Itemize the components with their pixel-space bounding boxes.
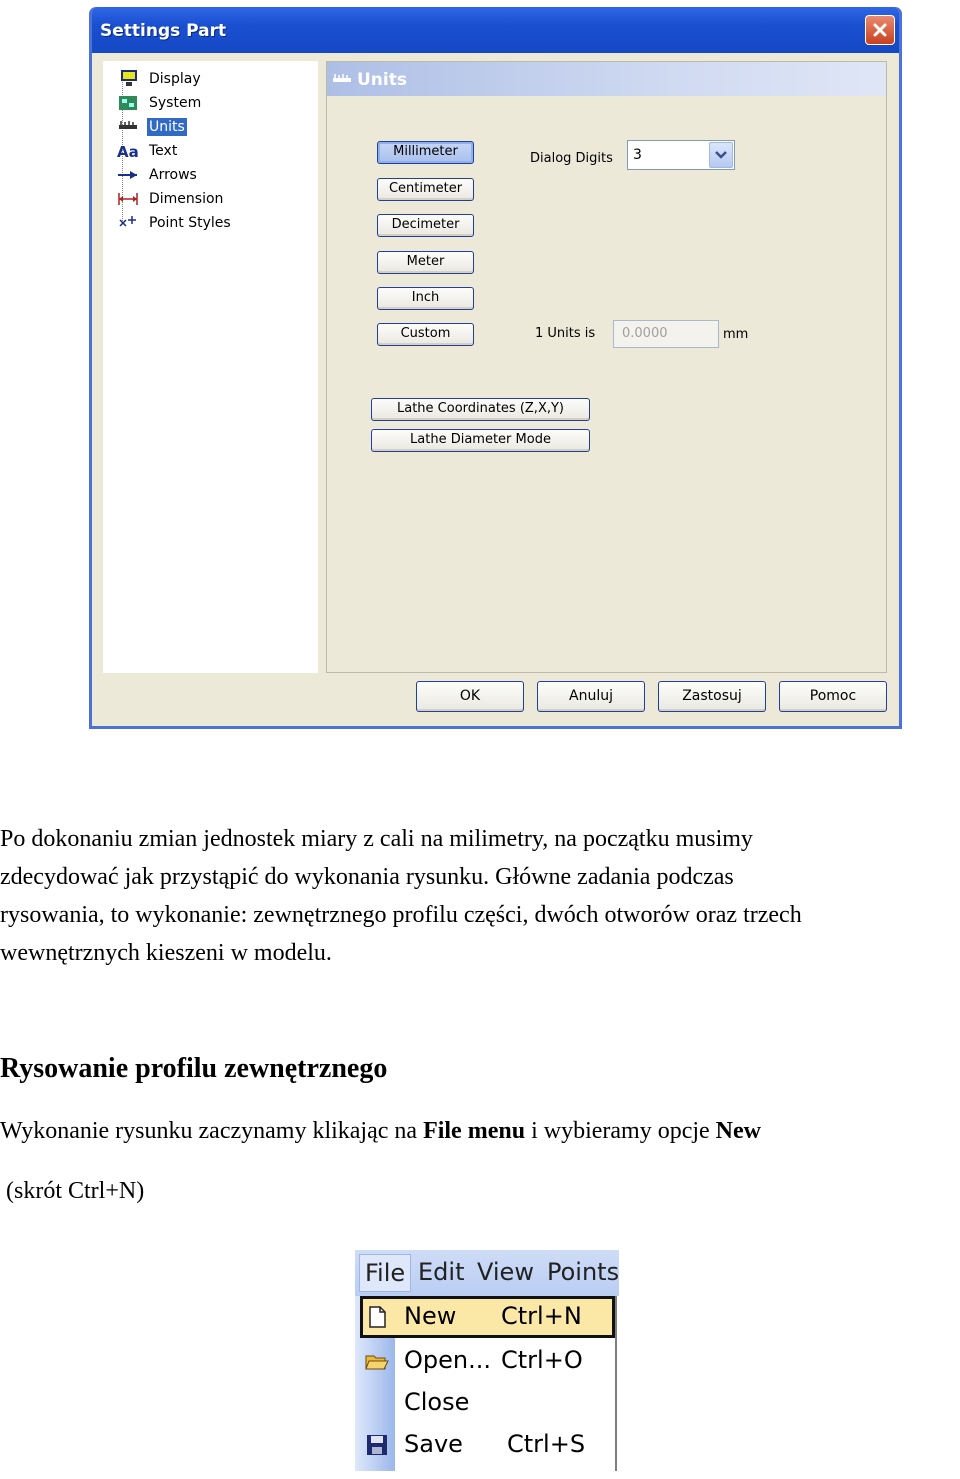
panel-title: Units bbox=[357, 70, 407, 90]
meter-button[interactable]: Meter bbox=[377, 251, 474, 274]
units-panel bbox=[326, 61, 887, 673]
tree-item-dimension[interactable]: Dimension bbox=[117, 188, 225, 210]
system-icon bbox=[117, 94, 139, 112]
file-menu-screenshot bbox=[355, 1250, 619, 1471]
ok-button[interactable]: OK bbox=[416, 681, 524, 712]
close-icon bbox=[873, 23, 887, 37]
dialog-title-bar[interactable] bbox=[92, 7, 899, 53]
shortcut-note: (skrót Ctrl+N) bbox=[6, 1178, 145, 1204]
tree-item-system[interactable]: System bbox=[117, 92, 203, 114]
instruction-line: Wykonanie rysunku zaczynamy klikając na File menu i wybieramy opcje New bbox=[0, 1118, 761, 1144]
decimeter-button[interactable]: Decimeter bbox=[377, 214, 474, 237]
units-is-input[interactable]: 0.0000 bbox=[613, 320, 719, 348]
arrow-icon bbox=[117, 166, 139, 184]
intro-paragraph: Po dokonaniu zmian jednostek miary z cali na milimetry, na początku musimy zdecydować jak przystąpić do wykonania rysunku. Główne zadania podczas rysowania, to wykonanie: zewnętrznego profilu części, dwóch otworów oraz trzech wewnętrznych kieszeni w modelu. bbox=[0, 826, 802, 966]
section-heading: Rysowanie profilu zewnętrznego bbox=[0, 1053, 388, 1084]
custom-button[interactable]: Custom bbox=[377, 323, 474, 346]
tree-item-arrows[interactable]: Arrows bbox=[117, 164, 199, 186]
cancel-button[interactable]: Anuluj bbox=[537, 681, 645, 712]
units-is-suffix: mm bbox=[723, 327, 749, 342]
close-button[interactable] bbox=[865, 15, 895, 45]
ruler-icon bbox=[117, 118, 139, 136]
menu-view[interactable]: View bbox=[477, 1258, 534, 1286]
floppy-disk-icon bbox=[365, 1433, 389, 1457]
lathe-coordinates-button[interactable]: Lathe Coordinates (Z,X,Y) bbox=[371, 398, 590, 421]
chevron-down-icon[interactable] bbox=[709, 142, 733, 168]
monitor-icon bbox=[117, 70, 139, 88]
menu-points[interactable]: Points bbox=[547, 1258, 619, 1286]
menu-edit[interactable]: Edit bbox=[418, 1258, 465, 1286]
dialog-title: Settings Part bbox=[100, 21, 227, 41]
tree-item-units[interactable]: Units bbox=[117, 116, 187, 138]
dialog-body bbox=[92, 53, 899, 726]
settings-tree bbox=[103, 61, 318, 673]
help-button[interactable]: Pomoc bbox=[779, 681, 887, 712]
millimeter-button[interactable]: Millimeter bbox=[377, 141, 474, 164]
units-is-label: 1 Units is bbox=[535, 326, 596, 341]
dialog-digits-select[interactable]: 3 bbox=[627, 140, 735, 170]
svg-text:Aa: Aa bbox=[117, 143, 139, 160]
new-file-icon bbox=[365, 1305, 389, 1329]
apply-button[interactable]: Zastosuj bbox=[658, 681, 766, 712]
dimension-icon bbox=[117, 190, 139, 208]
menu-item-open[interactable]: Open... Ctrl+O bbox=[355, 1340, 617, 1382]
menu-bar bbox=[355, 1250, 619, 1296]
dialog-digits-label: Dialog Digits bbox=[530, 151, 613, 166]
ruler-icon bbox=[331, 71, 353, 89]
menu-file[interactable]: File bbox=[359, 1254, 411, 1292]
tree-item-point-styles[interactable]: Point Styles bbox=[117, 212, 233, 234]
tree-item-text[interactable]: Aa Text bbox=[117, 143, 178, 160]
tree-item-display[interactable]: Display bbox=[117, 68, 203, 90]
centimeter-button[interactable]: Centimeter bbox=[377, 178, 474, 201]
menu-item-save[interactable]: Save Ctrl+S bbox=[355, 1424, 617, 1466]
text-aa-icon bbox=[117, 142, 139, 160]
menu-item-close[interactable]: Close bbox=[404, 1388, 470, 1416]
point-styles-icon bbox=[117, 214, 139, 232]
inch-button[interactable]: Inch bbox=[377, 287, 474, 310]
settings-dialog bbox=[89, 7, 902, 729]
lathe-diameter-mode-button[interactable]: Lathe Diameter Mode bbox=[371, 429, 590, 452]
open-folder-icon bbox=[365, 1349, 389, 1373]
menu-item-new[interactable]: New Ctrl+N bbox=[360, 1296, 615, 1338]
panel-header bbox=[327, 62, 886, 96]
